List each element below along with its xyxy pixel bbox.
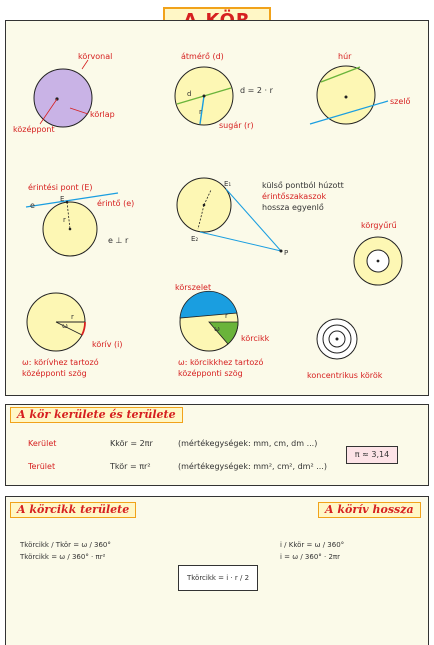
kerulet-units: (mértékegységek: mm, cm, dm ...) <box>178 439 318 448</box>
d-mark: d <box>187 90 192 98</box>
terulet-formula: Tkör = πr² <box>110 462 151 471</box>
korgyuru-label: körgyűrű <box>361 221 397 230</box>
korlap-label: körlap <box>90 110 115 119</box>
e-mark: e <box>30 201 35 210</box>
korszelet-label: körszelet <box>175 283 212 292</box>
omega-korcikk-line-2: középponti szög <box>178 369 243 378</box>
koncentrikus-label: koncentrikus körök <box>307 371 383 380</box>
kerulet-formula: Kkör = 2πr <box>110 439 153 448</box>
korlap-circle <box>34 69 92 127</box>
kerulet-terulet-header: A kör kerülete és területe <box>10 407 183 423</box>
kulso-line-3: hossza egyenlő <box>262 203 324 212</box>
omega-korcikk-line-1: ω: körcikkhez tartozó <box>178 358 264 367</box>
kulso-center <box>203 204 206 207</box>
E2-mark: E₂ <box>191 235 199 243</box>
omega-mark-2: ω <box>214 325 220 333</box>
r-mark-3: r <box>71 313 74 321</box>
P-mark: P <box>284 249 289 257</box>
omega-mark-1: ω <box>62 322 68 330</box>
erintoszakasz-2 <box>200 232 281 251</box>
koncentrikus-center <box>336 338 339 341</box>
hur-circle <box>317 66 375 124</box>
erintesi-pont-dot <box>66 201 69 204</box>
korszelet-fill <box>180 291 237 318</box>
erintesi-pont-label: érintési pont (E) <box>28 183 93 192</box>
korcikk-terulete-header: A körcikk területe <box>10 502 136 518</box>
pi-box: π ≈ 3,14 <box>346 446 398 464</box>
erinto-center <box>69 228 72 231</box>
koriv-formula-2: i = ω / 360° · 2πr <box>280 553 341 561</box>
r-mark: r <box>199 108 202 116</box>
E-mark: E <box>60 195 65 203</box>
terulet-label: Terület <box>28 462 56 471</box>
korcikk-formula-2: Tkörcikk = ω / 360° · πr² <box>20 553 106 561</box>
korvonal-pointer <box>82 60 88 69</box>
atmero-label: átmérő (d) <box>181 52 224 61</box>
koriv-formula-1: i / Kkör = ω / 360° <box>280 541 345 549</box>
kulso-line-1: külső pontból húzott <box>262 181 344 190</box>
szelo-label: szelő <box>390 97 411 106</box>
omega-koriv-line-2: középponti szög <box>22 369 87 378</box>
P-dot <box>280 250 283 253</box>
koriv-hossza-header: A körív hossza <box>318 502 421 518</box>
korcikk-label: körcikk <box>241 334 270 343</box>
kulso-line-2: érintőszakaszok <box>262 192 327 201</box>
atmero-center <box>203 95 206 98</box>
E1-mark: E₁ <box>224 180 232 188</box>
kerulet-label: Kerület <box>28 439 57 448</box>
koriv-label: körív (i) <box>92 340 123 349</box>
hur-center <box>345 96 348 99</box>
hur-label: húr <box>338 52 352 61</box>
omega-koriv-line-1: ω: körívhez tartozó <box>22 358 99 367</box>
korvonal-label: körvonal <box>78 52 113 61</box>
e-perp-r-label: e ⊥ r <box>108 236 129 245</box>
d-formula: d = 2 · r <box>240 86 273 95</box>
korcikk-formula-1: Tkörcikk / Tkör = ω / 360° <box>20 541 111 549</box>
center-formula: Tkörcikk = i · r / 2 <box>178 565 258 591</box>
sugar-label: sugár (r) <box>219 121 254 130</box>
terulet-units: (mértékegységek: mm², cm², dm² ...) <box>178 462 327 471</box>
kozeppont-label: középpont <box>13 125 55 134</box>
erinto-label: érintő (e) <box>97 199 135 208</box>
r-mark-4: r <box>225 312 228 320</box>
korgyuru-center <box>377 260 380 263</box>
r-mark-2: r <box>63 216 66 224</box>
